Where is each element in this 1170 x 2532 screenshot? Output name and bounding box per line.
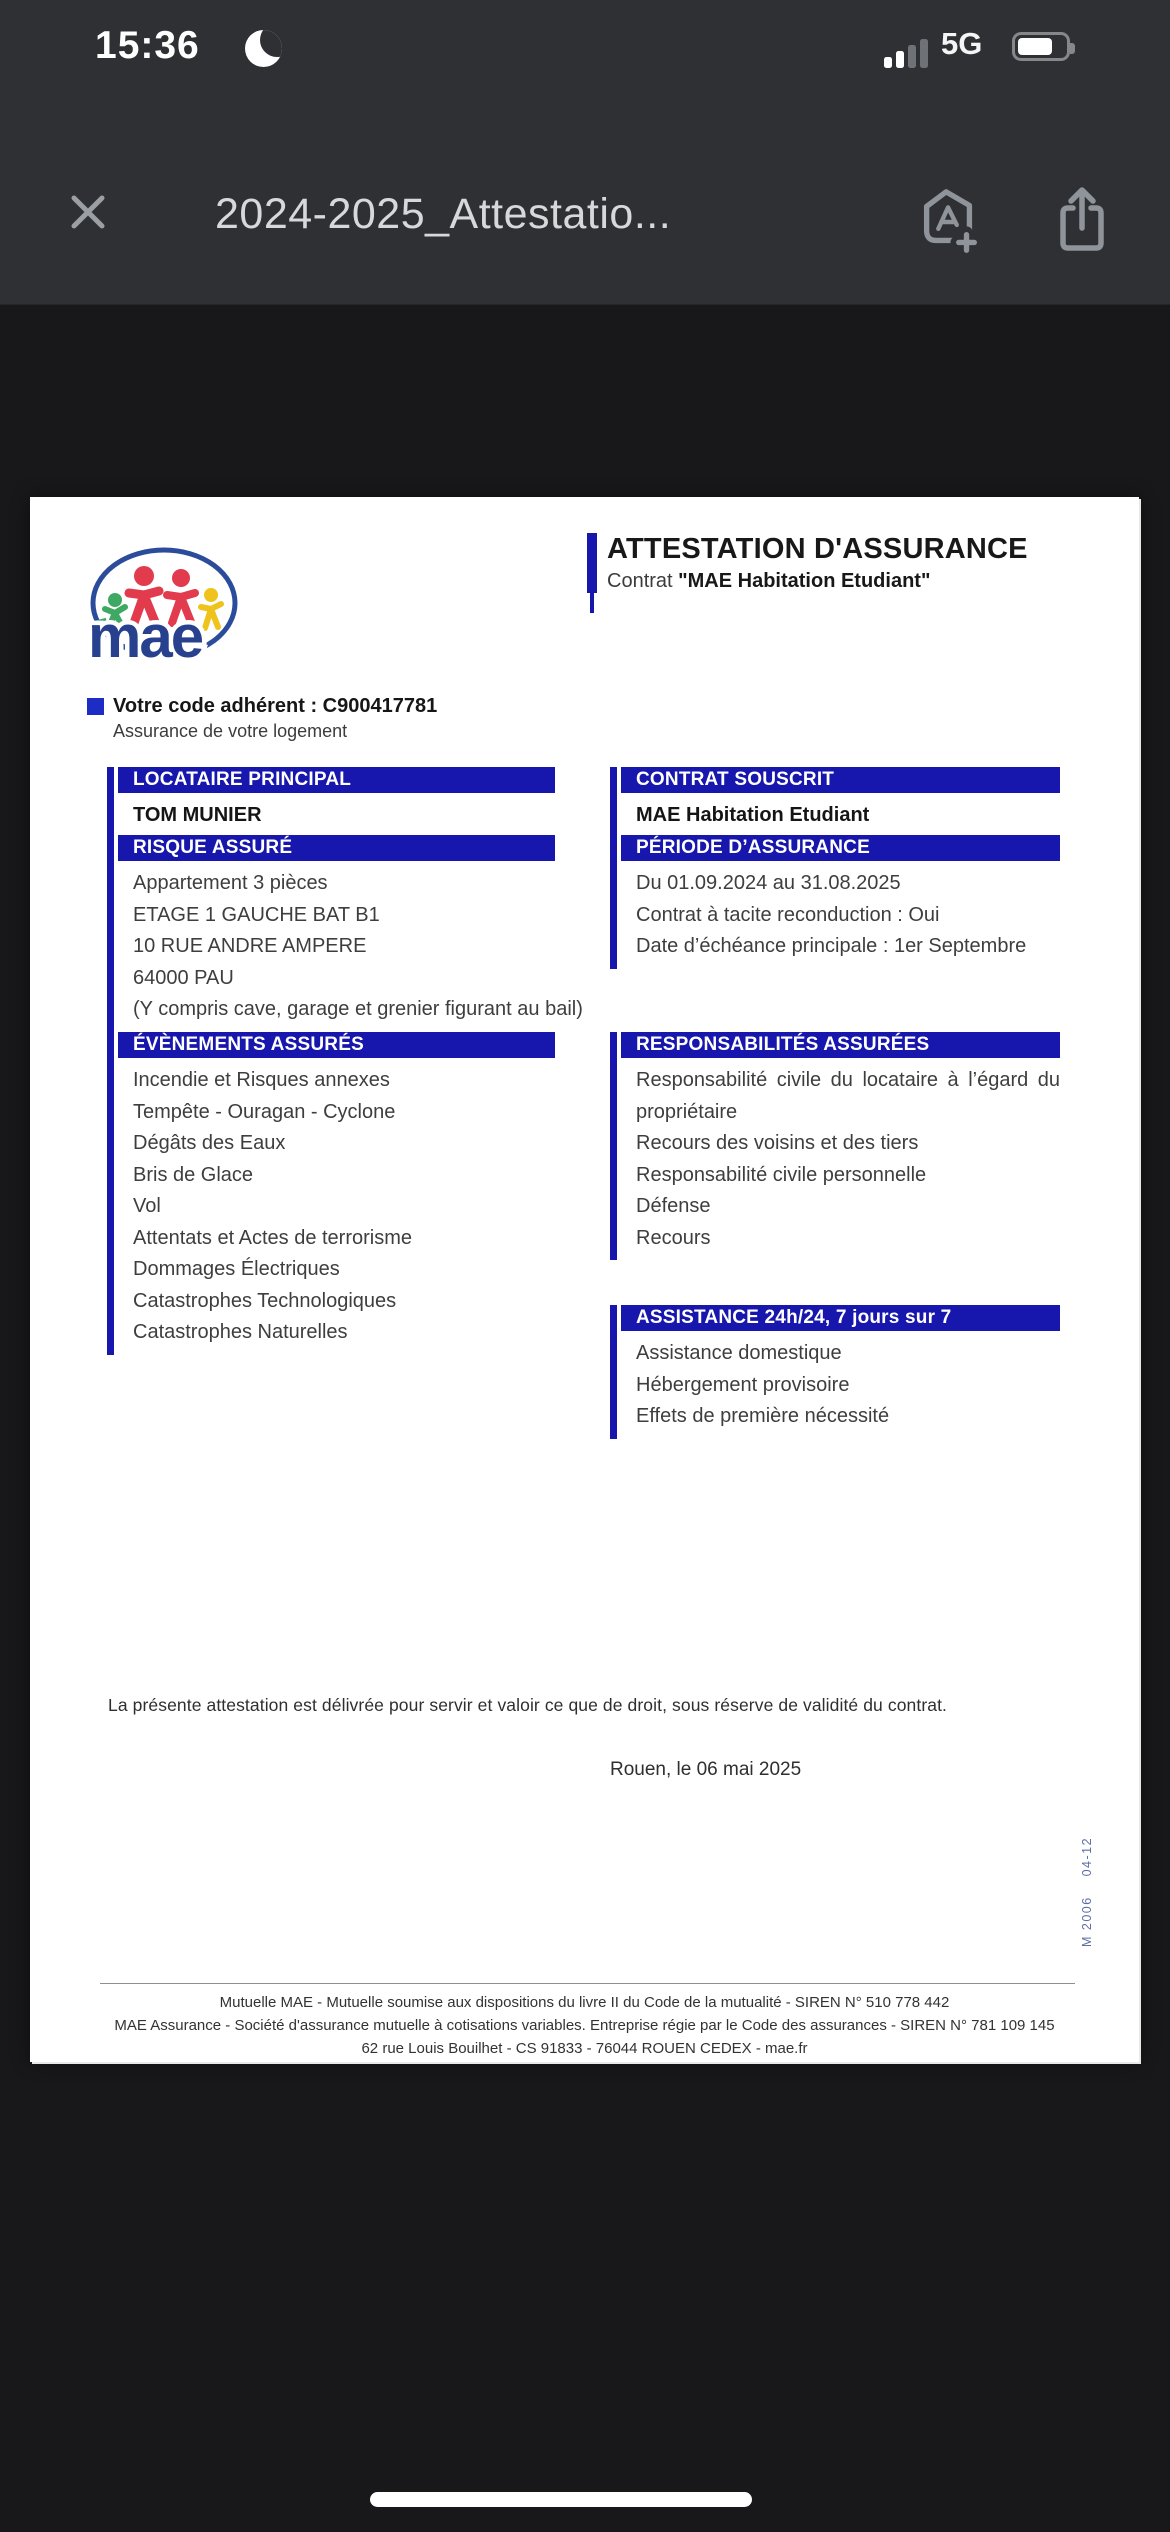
subtitle-prefix: Contrat bbox=[607, 570, 679, 592]
status-time: 15:36 bbox=[95, 24, 200, 67]
section-locataire-principal bbox=[107, 767, 555, 838]
adherent-subline: Assurance de votre logement bbox=[113, 721, 348, 741]
top-bar bbox=[0, 0, 1170, 305]
periode-line: Date d’échéance principale : 1er Septembre bbox=[636, 935, 1027, 957]
section-accent-bar bbox=[610, 835, 617, 969]
battery-icon bbox=[1012, 32, 1070, 61]
section-title: LOCATAIRE PRINCIPAL bbox=[118, 767, 555, 793]
section-title: RISQUE ASSURÉ bbox=[118, 835, 555, 861]
form-reference-vertical: M 2006 04-12 bbox=[1080, 1836, 1094, 1947]
document-title: 2024-2025_Attestatio... bbox=[215, 190, 672, 238]
section-title: ASSISTANCE 24h/24, 7 jours sur 7 bbox=[621, 1305, 1060, 1331]
evenement-line: Attentats et Actes de terrorisme bbox=[133, 1226, 413, 1249]
periode-line: Du 01.09.2024 au 31.08.2025 bbox=[636, 872, 901, 894]
mae-logo-text: mae bbox=[88, 603, 203, 670]
risque-line: ETAGE 1 GAUCHE BAT B1 bbox=[133, 903, 380, 926]
section-accent-bar bbox=[107, 835, 114, 1032]
section-risque-assure bbox=[107, 835, 583, 1032]
evenement-line: Tempête - Ouragan - Cyclone bbox=[133, 1100, 396, 1123]
do-not-disturb-moon-icon bbox=[245, 30, 282, 67]
responsabilite-line: Recours des voisins et des tiers bbox=[636, 1132, 919, 1154]
share-button[interactable] bbox=[1052, 180, 1112, 260]
assistance-line: Effets de première nécessité bbox=[636, 1405, 890, 1427]
locataire-name: TOM MUNIER bbox=[133, 804, 262, 826]
share-icon bbox=[1052, 180, 1112, 260]
responsabilite-line: Responsabilité civile du locataire à l’égard du propriétaire bbox=[636, 1069, 1060, 1123]
section-evenements-assures bbox=[107, 1032, 555, 1355]
section-title: RESPONSABILITÉS ASSURÉES bbox=[621, 1032, 1060, 1058]
evenement-line: Catastrophes Technologiques bbox=[133, 1289, 397, 1312]
section-title: CONTRAT SOUSCRIT bbox=[621, 767, 1060, 793]
risque-line: (Y compris cave, garage et grenier figurant au bail) bbox=[133, 998, 583, 1020]
section-title: ÉVÈNEMENTS ASSURÉS bbox=[118, 1032, 555, 1058]
section-accent-bar bbox=[610, 767, 617, 838]
responsabilite-line: Défense bbox=[636, 1195, 711, 1217]
evenement-line: Dégâts des Eaux bbox=[133, 1132, 286, 1154]
closing-statement: La présente attestation est délivrée pour servir et valoir ce que de droit, sous réserve de validité du contrat. bbox=[108, 1695, 948, 1715]
section-accent-bar bbox=[610, 1305, 617, 1439]
footer-line: 62 rue Louis Bouilhet - CS 91833 - 76044 ROUEN CEDEX - mae.fr bbox=[361, 2040, 808, 2057]
home-indicator[interactable] bbox=[370, 2492, 752, 2507]
adherent-block bbox=[87, 695, 437, 742]
section-periode-assurance bbox=[610, 835, 1060, 969]
responsabilite-line: Recours bbox=[636, 1226, 711, 1249]
assistance-line: Assistance domestique bbox=[636, 1342, 842, 1364]
attestation-title: ATTESTATION D'ASSURANCE bbox=[607, 533, 1028, 565]
section-responsabilites-assurees bbox=[610, 1032, 1060, 1260]
adherent-code: Votre code adhérent : C900417781 bbox=[113, 695, 438, 717]
evenement-line: Incendie et Risques annexes bbox=[133, 1069, 390, 1091]
close-icon bbox=[62, 186, 114, 238]
close-button[interactable] bbox=[62, 186, 114, 238]
periode-line: Contrat à tacite reconduction : Oui bbox=[636, 903, 940, 926]
section-accent-bar bbox=[107, 1032, 114, 1355]
evenement-line: Dommages Électriques bbox=[133, 1258, 340, 1280]
section-contrat-souscrit bbox=[610, 767, 1060, 838]
responsabilite-line: Responsabilité civile personnelle bbox=[636, 1163, 927, 1186]
evenement-line: Bris de Glace bbox=[133, 1163, 254, 1186]
risque-line: 10 RUE ANDRE AMPERE bbox=[133, 935, 367, 957]
legal-footer bbox=[30, 1991, 1139, 2060]
attestation-header bbox=[587, 533, 1028, 593]
risque-line: Appartement 3 pièces bbox=[133, 872, 328, 894]
cellular-signal-icon bbox=[884, 38, 930, 68]
attestation-subtitle bbox=[607, 570, 1028, 593]
network-type-label: 5G bbox=[941, 26, 983, 61]
section-accent-bar bbox=[610, 1032, 617, 1260]
markup-button[interactable] bbox=[918, 186, 980, 258]
section-title: PÉRIODE D’ASSURANCE bbox=[621, 835, 1060, 861]
risque-line: 64000 PAU bbox=[133, 966, 234, 989]
footer-line: MAE Assurance - Société d'assurance mutuelle à cotisations variables. Entreprise régie par le Code des assurances - SIREN N° 781 109 145 bbox=[114, 2017, 1055, 2034]
contract-name: MAE Habitation Etudiant bbox=[636, 804, 870, 826]
blue-square-bullet-icon bbox=[87, 698, 104, 715]
footer-line: Mutuelle MAE - Mutuelle soumise aux dispositions du livre II du Code de la mutualité - SIREN N° 510 778 442 bbox=[219, 1994, 950, 2011]
date-place-line: Rouen, le 06 mai 2025 bbox=[610, 1759, 802, 1780]
evenement-line: Catastrophes Naturelles bbox=[133, 1321, 348, 1343]
evenement-line: Vol bbox=[133, 1195, 161, 1217]
markup-annotate-icon bbox=[918, 186, 980, 258]
subtitle-contract-name: "MAE Habitation Etudiant" bbox=[678, 570, 931, 592]
header-accent-bar bbox=[587, 533, 597, 593]
pdf-page[interactable] bbox=[30, 497, 1139, 2062]
section-accent-bar bbox=[107, 767, 114, 838]
footer-divider bbox=[100, 1983, 1075, 1984]
assistance-line: Hébergement provisoire bbox=[636, 1373, 850, 1396]
section-assistance bbox=[610, 1305, 1060, 1439]
mae-logo bbox=[88, 543, 240, 673]
